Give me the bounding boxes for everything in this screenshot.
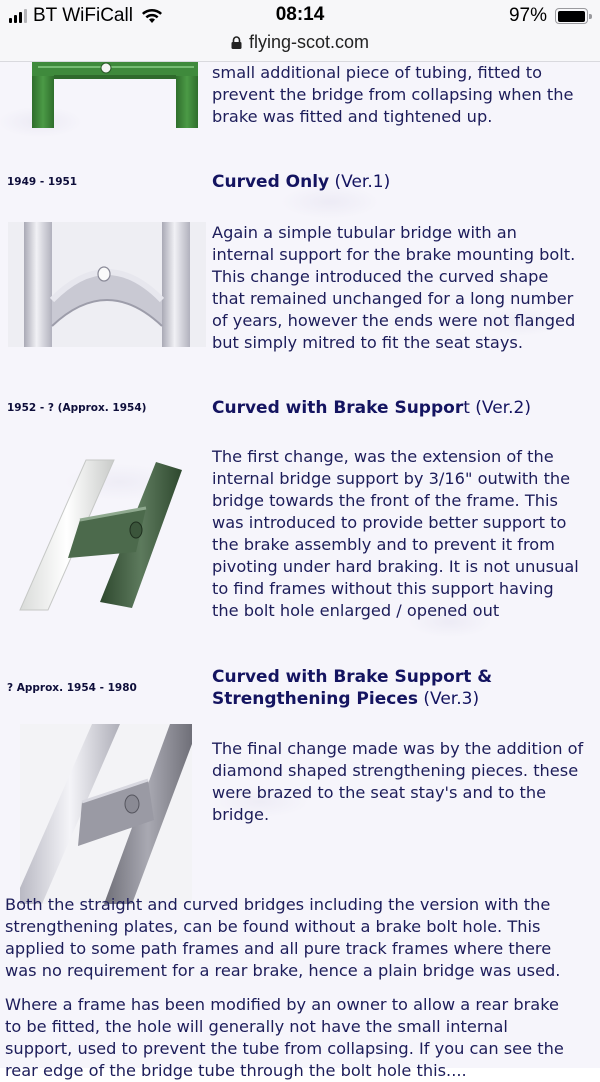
status-clock: 08:14	[275, 4, 325, 25]
description-line: that remained unchanged for a long number	[212, 289, 574, 308]
battery-icon	[555, 8, 588, 24]
url-domain: flying-scot.com	[248, 32, 370, 52]
lock-icon	[231, 36, 242, 49]
title-text: Curved Only	[212, 172, 330, 192]
brake-support-bridge-image	[18, 452, 188, 612]
description-line: the brake assembly and to prevent it from	[212, 535, 555, 554]
paragraph-no-bolt-hole	[5, 894, 600, 982]
description-line: bridge towards the front of the frame. This	[212, 491, 558, 510]
paragraph-line: Where a frame has been modified by an owner to allow a rear brake	[5, 995, 559, 1014]
paragraph-line: to be fitted, the hole will generally not have the small internal	[5, 1017, 508, 1036]
section-title-ver2	[212, 397, 531, 419]
description-line: prevent the bridge from collapsing when the	[212, 85, 574, 104]
description-line: bridge.	[212, 805, 270, 824]
carrier-name: BT WiFiCall	[33, 5, 133, 26]
version-label: (Ver.3)	[417, 689, 480, 709]
section-title-ver3	[212, 666, 492, 710]
address-bar[interactable]	[0, 32, 600, 53]
description-line: to find frames without this support having	[212, 579, 554, 598]
paragraph-line: rear edge of the bridge tube through the bolt hole this....	[5, 1061, 467, 1080]
description-line: the bolt hole enlarged / opened out	[212, 601, 500, 620]
paragraph-modified-frame	[5, 994, 600, 1082]
description-line: internal bridge support by 3/16" outwith the	[212, 469, 571, 488]
status-right	[509, 5, 588, 27]
description-line: The first change, was the extension of the	[212, 447, 554, 466]
title-text: Curved with Brake Suppor	[212, 398, 464, 418]
section-2-description	[212, 446, 600, 622]
strengthening-pieces-bridge-image	[20, 724, 192, 904]
section-3-description	[212, 738, 600, 826]
section-title-ver1	[212, 171, 390, 193]
description-line: The final change made was by the addition of	[212, 739, 584, 758]
straight-bridge-image	[8, 62, 206, 128]
curved-bridge-image	[8, 222, 206, 347]
battery-fill	[558, 11, 585, 22]
section-1-description	[212, 222, 600, 354]
paragraph-line: strengthening plates, can be found without a brake bolt hole. This	[5, 917, 541, 936]
section-0-description	[212, 62, 600, 128]
description-line: of years, however the ends were not flanged	[212, 311, 576, 330]
era-label-ver1: 1949 - 1951	[7, 176, 78, 188]
title-text-tail: t	[463, 398, 470, 418]
description-line: internal support for the brake mounting bolt.	[212, 245, 576, 264]
paragraph-line: applied to some path frames and all pure track frames where there	[5, 939, 552, 958]
title-text-line-1: Curved with Brake Support &	[212, 667, 493, 687]
version-label: (Ver.2)	[469, 398, 531, 418]
description-line: pivoting under hard braking. It is not unusual	[212, 557, 579, 576]
browser-top-bar	[0, 0, 600, 62]
battery-percentage: 97%	[508, 5, 547, 26]
paragraph-line: Both the straight and curved bridges including the version with the	[5, 895, 551, 914]
description-line: was introduced to provide better support to	[212, 513, 567, 532]
description-line: were brazed to the seat stay's and to the	[212, 783, 547, 802]
paragraph-line: was no requirement for a rear brake, hence a plain bridge was used.	[5, 961, 561, 980]
description-line: Again a simple tubular bridge with an	[212, 223, 517, 242]
era-label-ver2: 1952 - ? (Approx. 1954)	[7, 402, 147, 414]
description-line: brake was fitted and tightened up.	[212, 107, 493, 126]
description-line: small additional piece of tubing, fitted to	[212, 63, 543, 82]
title-text-line-2: Strengthening Pieces	[212, 689, 418, 709]
description-line: This change introduced the curved shape	[212, 267, 549, 286]
description-line: but simply mitred to fit the seat stays.	[212, 333, 523, 352]
paragraph-line: support, used to prevent the tube from collapsing. If you can see the	[5, 1039, 564, 1058]
version-label: (Ver.1)	[329, 172, 391, 192]
page-content[interactable]	[0, 62, 600, 1080]
era-label-ver3: ? Approx. 1954 - 1980	[7, 682, 137, 694]
description-line: diamond shaped strengthening pieces. these	[212, 761, 579, 780]
